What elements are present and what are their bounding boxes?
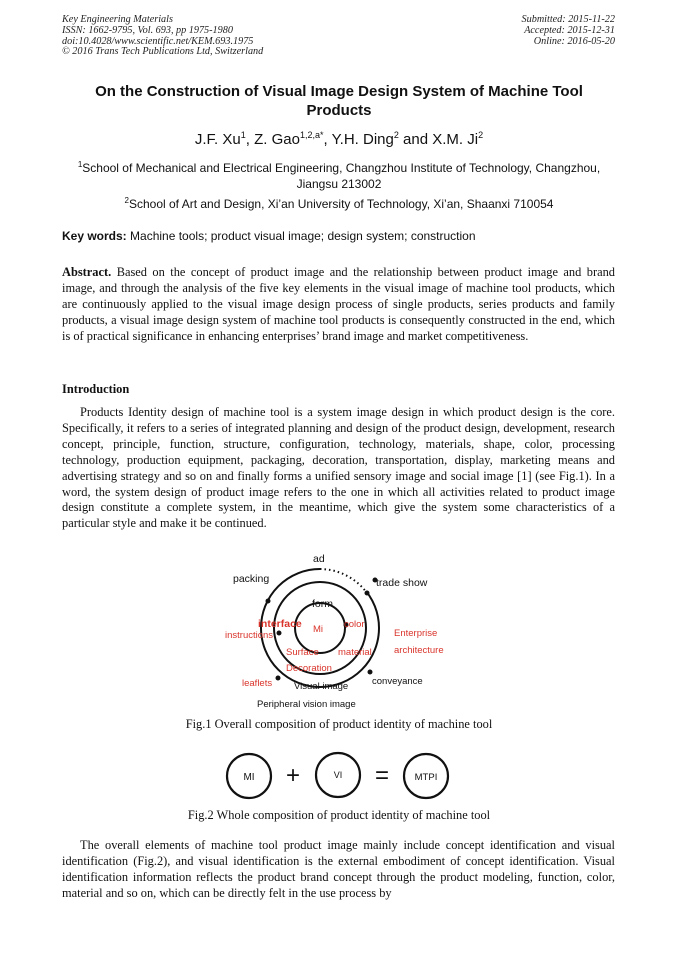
label-packing: packing bbox=[233, 573, 270, 585]
label-material: material bbox=[338, 647, 372, 658]
vi-label: VI bbox=[333, 770, 343, 780]
label-mi: Mi bbox=[313, 624, 324, 635]
label-instructions: instructions bbox=[225, 630, 274, 641]
author-separator: , bbox=[323, 131, 332, 148]
node-dot bbox=[277, 631, 282, 636]
affiliation-mark: 2 bbox=[124, 196, 129, 205]
label-surface: Surface bbox=[286, 647, 319, 658]
affiliation-text: School of Art and Design, Xi’an University of Technology, Xi’an, Shaanxi 710054 bbox=[128, 197, 554, 211]
author: J.F. Xu bbox=[194, 131, 241, 148]
affiliation bbox=[62, 193, 616, 213]
label-interface: interface bbox=[258, 618, 302, 630]
label-color: color bbox=[344, 619, 365, 630]
affiliation bbox=[62, 157, 616, 192]
node-dot bbox=[365, 591, 370, 596]
equals-sign: = bbox=[374, 762, 390, 789]
label-peripheral: Peripheral vision image bbox=[257, 699, 356, 710]
intro-paragraph: Products Identity design of machine tool is a system image design in which product design is the core. Specifically, it refers to a series of integrated planning and design of the product design, development, research concept, principle, function, structure, configuration, technology, materials, shape, color, processing technology, production equipment, packaging, decoration, transportation, display, marketing means and advertising strategy and so on and finally forms a unified sensory image and social image [1] (see Fig.1). In a word, the system design of product image refers to the one in which all activities related to product image design constitute a complete system, in the meantime, which give the system some characteristics of a particular style and make it be continued. bbox=[62, 405, 615, 531]
issn: ISSN: 1662-9795, Vol. 693, pp 1975-1980 bbox=[62, 24, 233, 36]
fig2-diagram bbox=[225, 748, 455, 804]
author-affil-mark: 2 bbox=[478, 130, 484, 140]
node-dot bbox=[368, 670, 373, 675]
author-list bbox=[62, 130, 616, 148]
author-separator: , bbox=[245, 131, 255, 148]
section-heading: Introduction bbox=[62, 382, 130, 396]
author-affil-mark: 2 bbox=[393, 130, 399, 140]
journal-name: Key Engineering Materials bbox=[62, 14, 173, 25]
body-paragraph: The overall elements of machine tool product image mainly include concept identification and visual identification (Fig.2), and visual identification is the external embodiment of concept identification. Visual identification information reflects the product brand concept through the product modeling, function, color, material and so on, which can be directly felt in the use process by bbox=[62, 838, 615, 900]
keywords bbox=[62, 229, 616, 243]
dates-info bbox=[522, 15, 615, 47]
label-trade-show: trade show bbox=[376, 577, 428, 589]
author-separator: and bbox=[398, 131, 433, 148]
abstract bbox=[62, 265, 615, 345]
label-conveyance: conveyance bbox=[372, 676, 423, 687]
node-dot bbox=[276, 676, 281, 681]
copyright: © 2016 Trans Tech Publications Ltd, Switzerland bbox=[62, 46, 264, 58]
label-decoration: Decoration bbox=[286, 663, 332, 674]
node-dot bbox=[266, 599, 271, 604]
keywords-label: Key words: bbox=[62, 229, 127, 243]
label-enterprise: Enterprise bbox=[394, 628, 438, 639]
submitted-date: Submitted: 2015-11-22 bbox=[521, 14, 615, 25]
paper-title: On the Construction of Visual Image Design System of Machine Tool Products bbox=[95, 83, 583, 119]
doi: doi:10.4028/www.scientific.net/KEM.693.1975 bbox=[62, 35, 254, 47]
label-ad: ad bbox=[313, 553, 325, 565]
author: Y.H. Ding bbox=[331, 131, 394, 148]
abstract-label: Abstract. bbox=[62, 265, 112, 279]
author: X.M. Ji bbox=[432, 131, 479, 148]
online-date: Online: 2016-05-20 bbox=[533, 35, 615, 47]
label-leaflets: leaflets bbox=[242, 678, 273, 689]
affiliation-text: School of Mechanical and Electrical Engineering, Changzhou Institute of Technology, Changzhou, Jiangsu 213002 bbox=[82, 161, 601, 191]
fig2-caption: Fig.2 Whole composition of product identity of machine tool bbox=[187, 808, 491, 822]
mtpi-label: MTPI bbox=[414, 772, 438, 783]
journal-info bbox=[62, 15, 263, 58]
fig1-diagram bbox=[220, 548, 460, 716]
keywords-text: Machine tools; product visual image; design system; construction bbox=[130, 229, 476, 243]
label-architecture: architecture bbox=[394, 645, 444, 656]
label-form: form bbox=[312, 598, 333, 610]
label-visual-image: Visual image bbox=[294, 681, 349, 692]
author-affil-mark: 1 bbox=[240, 130, 246, 140]
abstract-text: Based on the concept of product image and the relationship between product image and brand image, and through the analysis of the five key elements in the visual image of machine tool products, which are continuously applied to the visual image design process of single products, series products and family products, a visual image design system of machine tool products is consequently constructed in the end, which is of practical significance in enhancing enterprises’ brand image and market competitiveness. bbox=[62, 265, 615, 343]
fig1-caption: Fig.1 Overall composition of product identity of machine tool bbox=[185, 717, 493, 731]
accepted-date: Accepted: 2015-12-31 bbox=[524, 24, 615, 36]
plus-sign: + bbox=[285, 762, 301, 789]
author: Z. Gao bbox=[254, 131, 300, 148]
author-affil-mark: 1,2,a* bbox=[299, 130, 324, 140]
affiliation-mark: 1 bbox=[77, 160, 83, 169]
mi-label: MI bbox=[243, 772, 255, 783]
